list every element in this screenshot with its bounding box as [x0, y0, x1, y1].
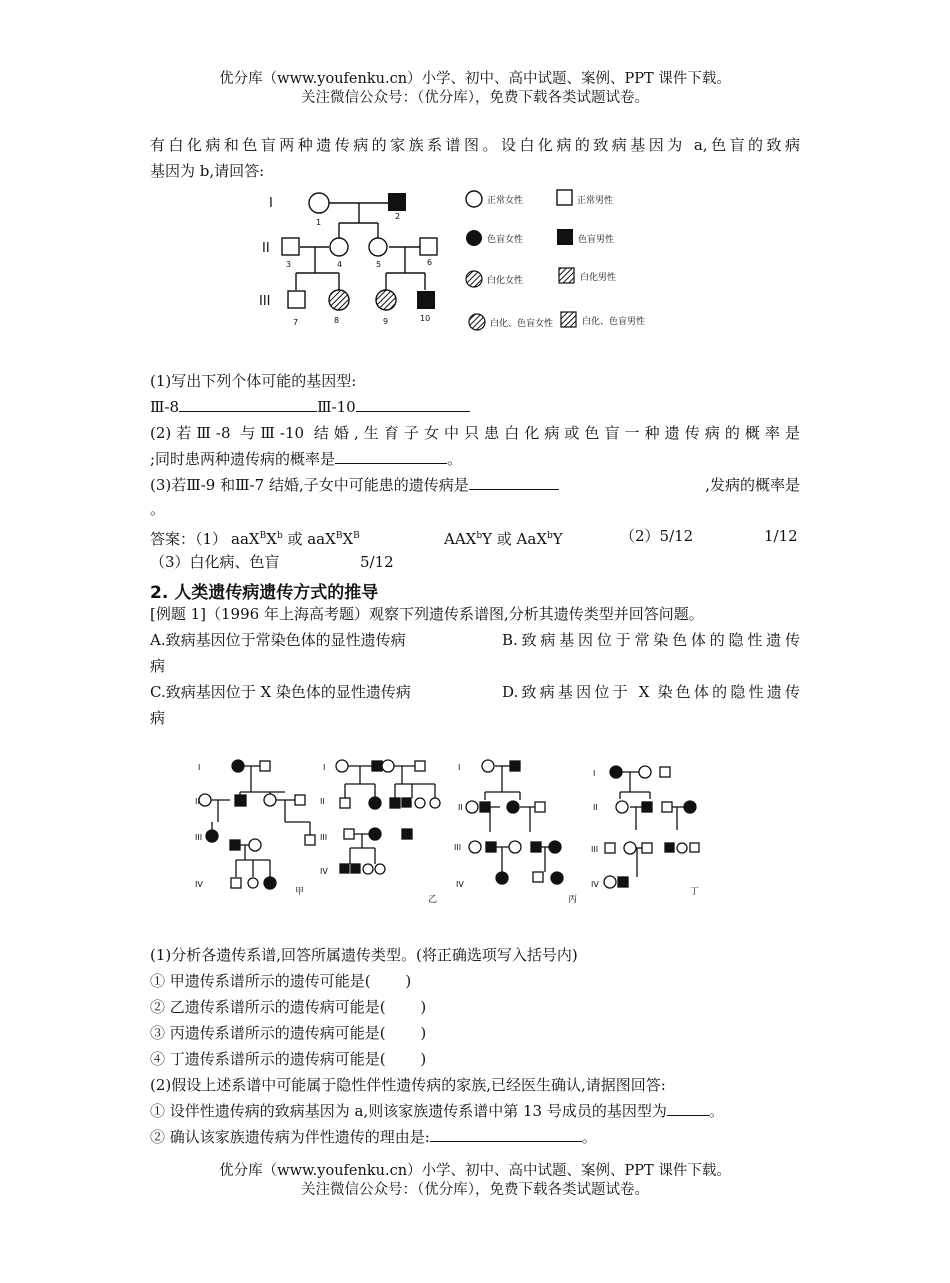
header-line-1: 优分库（www.youfenku.cn）小学、初中、高中试题、案例、PPT 课件下载。	[219, 71, 731, 87]
s2-q1-item-1: ① 甲遗传系谱所示的遗传可能是( )	[150, 972, 412, 990]
figure-label-ding: 丁	[690, 887, 700, 897]
individual-II-5	[369, 238, 387, 256]
answer-line-1	[150, 523, 810, 552]
individual-III-9	[376, 290, 396, 310]
num-6: 6	[427, 258, 433, 267]
pedigree-figure-1	[255, 183, 700, 338]
num-9: 9	[383, 317, 389, 326]
figure-label-bing: 丙	[568, 895, 578, 905]
s2-q2: (2)假设上述系谱中可能属于隐性伴性遗传病的家族,已经医生确认,请据图回答:	[150, 1076, 666, 1094]
answer-blank[interactable]	[356, 394, 470, 412]
s2-q2-b-line	[150, 1124, 800, 1150]
gen-label-I: I	[269, 196, 273, 211]
figure-label-yi: 乙	[428, 895, 438, 905]
svg-text:III: III	[454, 843, 462, 852]
option-c-wrap: 病	[150, 709, 166, 727]
s2-q2-a-line	[150, 1098, 820, 1124]
sup: B	[335, 531, 343, 541]
svg-text:III: III	[195, 833, 203, 842]
footer-line-2: 关注微信公众号：（优分库），免费下载各类试题试卷。	[301, 1182, 649, 1198]
individual-III-7	[288, 291, 305, 308]
s2-q1: (1)分析各遗传系谱,回答所属遗传类型。(将正确选项写入括号内)	[150, 946, 578, 964]
s2-q2-a: ① 设伴性遗传病的致病基因为 a,则该家族遗传系谱中第 13 号成员的基因型为	[150, 1102, 667, 1120]
q2-line-1: (2)若Ⅲ-8 与Ⅲ-10 结婚,生育子女中只患白化病或色盲一种遗传病的概率是	[150, 424, 800, 442]
num-1: 1	[316, 218, 322, 227]
s2-q1-item-4: ④ 丁遗传系谱所示的遗传病可能是( )	[150, 1050, 427, 1068]
txt: Y 或 AaX	[482, 530, 548, 548]
txt: X	[266, 530, 277, 548]
svg-text:I: I	[458, 763, 461, 772]
option-c: C.致病基因位于 X 染色体的显性遗传病	[150, 683, 411, 701]
answer-q2-a: （2）5/12	[620, 527, 694, 545]
individual-I-1	[309, 193, 329, 213]
individual-III-10	[417, 291, 435, 309]
answer-line-2	[150, 549, 800, 575]
option-b: B.致病基因位于常染色体的隐性遗传	[502, 631, 800, 649]
option-a-wrap: 病	[150, 657, 166, 675]
num-10: 10	[420, 314, 431, 323]
legend-albino-male: 白化男性	[580, 273, 617, 283]
s2-q1-item-3: ③ 丙遗传系谱所示的遗传病可能是( )	[150, 1024, 427, 1042]
svg-text:II: II	[593, 803, 598, 812]
q1-label-a: Ⅲ-8	[150, 398, 180, 416]
option-d: D.致病基因位于 X 染色体的隐性遗传	[502, 683, 800, 701]
s2-q2-b-end: 。	[581, 1128, 597, 1146]
txt: Y	[552, 530, 563, 548]
q2-line-2	[150, 446, 800, 472]
legend-albino-colorblind-male: 白化、色盲男性	[582, 317, 646, 327]
answer-q3-a: （3）白化病、色盲	[150, 553, 280, 571]
individual-I-2	[388, 193, 406, 211]
answer-blank[interactable]	[667, 1098, 709, 1116]
num-7: 7	[293, 318, 299, 327]
footer-line-1: 优分库（www.youfenku.cn）小学、初中、高中试题、案例、PPT 课件下载。	[219, 1163, 731, 1179]
legend-albino-colorblind-female: 白化、色盲女性	[490, 319, 554, 329]
header-line-2: 关注微信公众号：（优分库），免费下载各类试题试卷。	[301, 90, 649, 106]
svg-text:II: II	[195, 797, 200, 806]
legend-colorblind-male: 色盲男性	[578, 235, 615, 245]
legend-colorblind-female: 色盲女性	[487, 235, 524, 245]
svg-text:IV: IV	[456, 880, 464, 889]
txt: 或 aaX	[282, 530, 336, 548]
answer-q3-b: 5/12	[360, 553, 394, 571]
q1-text: (1)写出下列个体可能的基因型:	[150, 372, 357, 390]
q3-line-1	[150, 472, 800, 498]
answer-blank[interactable]	[469, 472, 559, 490]
num-2: 2	[395, 212, 401, 221]
num-5: 5	[376, 260, 382, 269]
q1-blanks	[150, 394, 800, 420]
sup: B	[259, 531, 267, 541]
answer-blank[interactable]	[430, 1124, 582, 1142]
num-8: 8	[334, 316, 340, 325]
q3-text-a: (3)若Ⅲ-9 和Ⅲ-7 结婚,子女中可能患的遗传病是	[150, 476, 469, 494]
gen-label-III: III	[259, 294, 271, 309]
sup: b	[547, 531, 553, 541]
pedigree-figure-2	[190, 752, 715, 907]
sup: b	[276, 531, 283, 541]
answer-q2-b: 1/12	[764, 527, 798, 545]
sup: b	[476, 531, 483, 541]
q2-text: ;同时患两种遗传病的概率是	[150, 450, 336, 468]
section-2-title: 2. 人类遗传病遗传方式的推导	[150, 583, 379, 603]
s2-q2-b: ② 确认该家族遗传病为伴性遗传的理由是:	[150, 1128, 430, 1146]
q3-line-2: 。	[150, 500, 166, 518]
num-4: 4	[337, 260, 343, 269]
svg-text:I: I	[323, 763, 326, 772]
txt: X	[342, 530, 354, 548]
gen-label-II: II	[262, 241, 270, 256]
svg-text:IV: IV	[320, 867, 328, 876]
answer-label: 答案：（1）	[150, 530, 228, 548]
q3-text-b: ,发病的概率是	[705, 476, 800, 494]
option-a: A.致病基因位于常染色体的显性遗传病	[150, 631, 406, 649]
legend-normal-male: 正常男性	[577, 196, 614, 206]
intro-line-2: 基因为 b,请回答:	[150, 162, 265, 180]
sup: B	[353, 531, 360, 541]
svg-text:II: II	[458, 803, 463, 812]
individual-II-6	[420, 238, 437, 255]
svg-text:III: III	[320, 833, 328, 842]
num-3: 3	[286, 260, 292, 269]
answer-blank[interactable]	[335, 446, 447, 464]
q1-label-b: Ⅲ-10	[317, 398, 356, 416]
individual-III-8	[329, 290, 349, 310]
s2-q2-a-end: 。	[708, 1102, 724, 1120]
svg-text:I: I	[198, 763, 201, 772]
answer-genotype-8: aaX	[231, 530, 260, 548]
svg-text:IV: IV	[195, 880, 203, 889]
figure-label-jia: 甲	[295, 887, 305, 897]
answer-blank[interactable]	[179, 394, 317, 412]
intro-line-1: 有白化病和色盲两种遗传病的家族系谱图。设白化病的致病基因为 a,色盲的致病	[150, 136, 800, 154]
legend-albino-female: 白化女性	[487, 276, 524, 286]
svg-text:II: II	[320, 797, 325, 806]
example-1-text: [例题 1]（1996 年上海高考题）观察下列遗传系谱图,分析其遗传类型并回答问题。	[150, 605, 704, 623]
txt: AAX	[444, 530, 477, 548]
individual-II-4	[330, 238, 348, 256]
individual-II-3	[282, 238, 299, 255]
legend-normal-female: 正常女性	[487, 196, 524, 206]
answer-genotype-10	[444, 523, 563, 552]
svg-text:III: III	[591, 845, 599, 854]
q2-end: 。	[447, 450, 463, 468]
svg-text:IV: IV	[591, 880, 599, 889]
s2-q1-item-2: ② 乙遗传系谱所示的遗传病可能是( )	[150, 998, 427, 1016]
svg-text:I: I	[593, 769, 596, 778]
